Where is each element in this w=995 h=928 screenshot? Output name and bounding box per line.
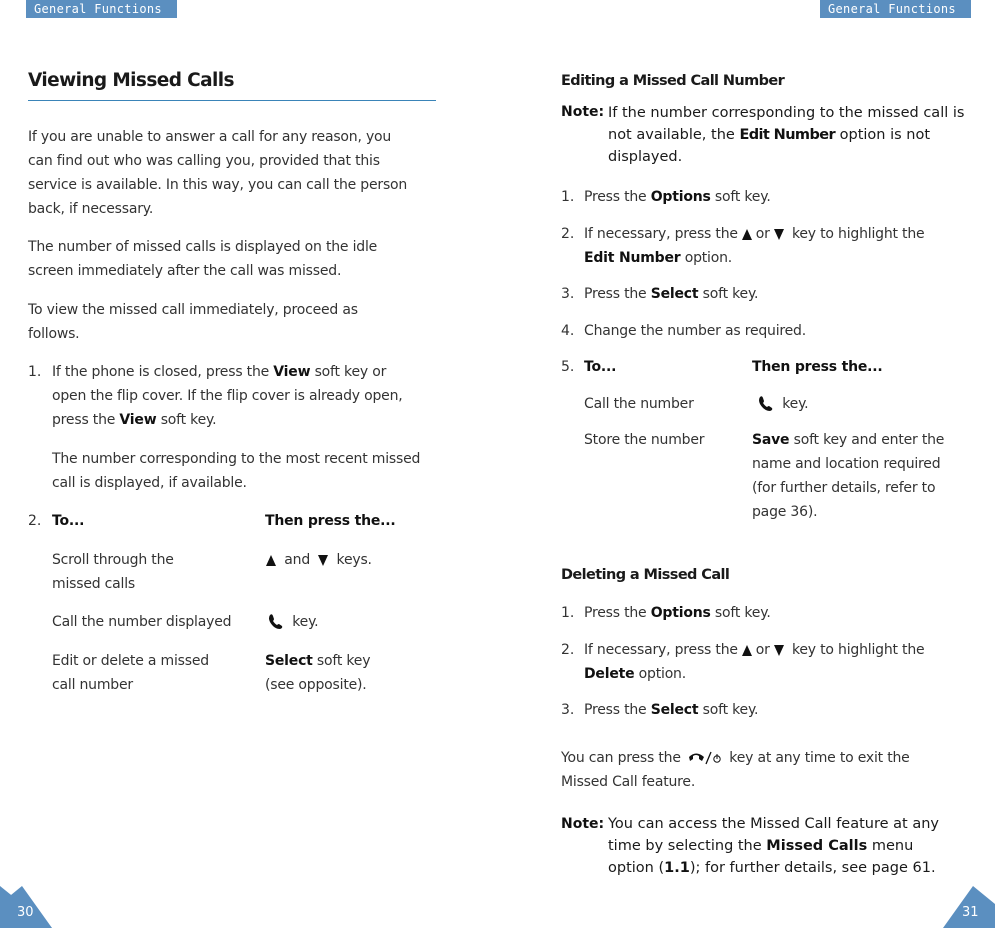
key-text: key. — [292, 614, 319, 630]
edit-step-2 — [584, 222, 984, 270]
key-text: key. — [782, 396, 809, 412]
delete-step-3 — [584, 698, 758, 722]
title-rule — [28, 100, 436, 101]
and-text: and — [284, 552, 311, 568]
exit-paragraph — [561, 746, 981, 794]
table-row-call-number: Call the number — [584, 396, 694, 412]
step-number: 4. — [561, 323, 575, 339]
table-row-edit — [52, 649, 252, 697]
step-number: 2. — [561, 226, 575, 242]
step-number: 5. — [561, 359, 575, 375]
select-key-label: Select — [650, 286, 699, 302]
intro-paragraph — [28, 125, 448, 221]
text-line: service is available. In this way, you can call the person — [28, 177, 408, 193]
text-line: displayed. — [608, 149, 683, 165]
note-label: Note: — [561, 104, 605, 120]
page-number-left: 30 — [17, 905, 34, 920]
down-arrow-icon — [774, 645, 784, 656]
step-text: soft key. — [698, 702, 759, 718]
page-title: Viewing Missed Calls — [28, 70, 234, 91]
view-key-label: View — [119, 412, 157, 428]
note-label: Note: — [561, 816, 605, 832]
text-line: back, if necessary. — [28, 201, 154, 217]
text-line: follows. — [28, 326, 80, 342]
select-key-label: Select — [265, 653, 313, 669]
step-number: 1. — [561, 605, 575, 621]
edit-step-3 — [584, 282, 758, 306]
table-header-to: To... — [584, 359, 617, 375]
step-text: option. — [680, 250, 733, 266]
end-power-key-icon — [687, 748, 723, 768]
key-text: soft key — [312, 653, 371, 669]
step-text: If necessary, press the — [584, 642, 738, 658]
table-row-call-number-key — [752, 392, 808, 416]
up-arrow-icon — [742, 229, 752, 240]
text-line: If the number corresponding to the missed call is — [608, 105, 965, 121]
view-key-label: View — [273, 364, 311, 380]
note-edit-unavailable — [608, 102, 978, 168]
step-text: key to highlight the — [791, 642, 925, 658]
step-text: soft key. — [698, 286, 759, 302]
text-line: option ( — [608, 860, 665, 876]
step-number: 2. — [561, 642, 575, 658]
delete-section-title: Deleting a Missed Call — [561, 567, 730, 583]
keys-text: keys. — [336, 552, 372, 568]
step-number: 1. — [28, 364, 42, 380]
step-number: 3. — [561, 702, 575, 718]
table-header-press: Then press the... — [752, 359, 883, 375]
table-row-store-number: Store the number — [584, 432, 705, 448]
edit-number-label: Edit Number — [739, 127, 836, 143]
table-header-to: To... — [52, 513, 85, 529]
text-line: ); for further details, see page 61. — [689, 860, 936, 876]
step-text: option. — [634, 666, 686, 682]
edit-step-1 — [584, 185, 771, 209]
step-text: If necessary, press the — [584, 226, 738, 242]
section-tab-label: General Functions — [828, 2, 956, 16]
text-line: Scroll through the — [52, 552, 174, 568]
step-1-result — [52, 447, 452, 495]
step-text: key to highlight the — [791, 226, 925, 242]
section-tab-left — [26, 0, 177, 18]
up-arrow-icon — [266, 555, 276, 566]
key-text: soft key and enter the — [789, 432, 945, 448]
text-line: menu — [867, 838, 914, 854]
text-line: The number corresponding to the most recent missed — [52, 451, 421, 467]
save-key-label: Save — [752, 432, 790, 448]
text-line: To view the missed call immediately, proceed as — [28, 302, 358, 318]
edit-step-4: Change the number as required. — [584, 323, 806, 339]
table-row-store-number-key — [752, 428, 972, 524]
step-text: or — [755, 642, 770, 658]
text-line: call is displayed, if available. — [52, 475, 247, 491]
missed-calls-menu-label: Missed Calls — [766, 838, 868, 854]
step-text: Press the — [584, 189, 651, 205]
text-line: Edit or delete a missed — [52, 653, 209, 669]
step-1 — [52, 360, 452, 432]
missed-count-paragraph — [28, 235, 448, 283]
table-row-scroll — [52, 548, 252, 596]
options-key-label: Options — [650, 605, 711, 621]
text-line: Call the number displayed — [52, 614, 232, 630]
text-line: You can access the Missed Call feature at any — [608, 816, 939, 832]
delete-label: Delete — [584, 666, 635, 682]
step-text: soft key. — [156, 412, 217, 428]
text-line: If you are unable to answer a call for any reason, you — [28, 129, 392, 145]
text-line: key at any time to exit the — [729, 750, 910, 766]
text-line: option is not — [835, 127, 931, 143]
step-number: 1. — [561, 189, 575, 205]
step-text: Press the — [584, 286, 651, 302]
delete-step-2 — [584, 638, 984, 686]
text-line: The number of missed calls is displayed on the idle — [28, 239, 378, 255]
step-text: or — [755, 226, 770, 242]
text-line: call number — [52, 677, 133, 693]
text-line: name and location required — [752, 456, 941, 472]
send-key-icon — [266, 612, 284, 632]
step-text: Press the — [584, 702, 651, 718]
step-text: Press the — [584, 605, 651, 621]
select-key-label: Select — [650, 702, 699, 718]
table-header-press: Then press the... — [265, 513, 396, 529]
text-line: not available, the — [608, 127, 740, 143]
edit-number-label: Edit Number — [584, 250, 681, 266]
text-line: page 36). — [752, 504, 818, 520]
text-line: screen immediately after the call was missed. — [28, 263, 342, 279]
down-arrow-icon — [318, 555, 328, 566]
proceed-paragraph — [28, 298, 448, 346]
section-tab-right — [820, 0, 971, 18]
step-number: 3. — [561, 286, 575, 302]
table-row-edit-key — [265, 649, 370, 697]
key-text: (see opposite). — [265, 677, 367, 693]
text-line: missed calls — [52, 576, 136, 592]
text-line: (for further details, refer to — [752, 480, 936, 496]
delete-step-1 — [584, 601, 771, 625]
up-arrow-icon — [742, 645, 752, 656]
step-text: open the flip cover. If the flip cover is already open, — [52, 388, 403, 404]
page-number-right: 31 — [962, 905, 979, 920]
step-text: soft key. — [710, 605, 771, 621]
text-line: time by selecting the — [608, 838, 767, 854]
table-row-call-key — [262, 610, 318, 634]
table-row-scroll-keys — [262, 548, 372, 572]
step-number: 2. — [28, 513, 42, 529]
menu-number: 1.1 — [664, 860, 690, 876]
text-line: Missed Call feature. — [561, 774, 696, 790]
step-text: press the — [52, 412, 120, 428]
send-key-icon — [756, 394, 774, 414]
section-tab-label: General Functions — [34, 2, 162, 16]
text-line: can find out who was calling you, provided that this — [28, 153, 380, 169]
step-text: If the phone is closed, press the — [52, 364, 274, 380]
options-key-label: Options — [650, 189, 711, 205]
step-text: soft key. — [710, 189, 771, 205]
table-row-call — [52, 610, 262, 634]
down-arrow-icon — [774, 229, 784, 240]
note-missed-calls-menu — [608, 813, 978, 879]
edit-section-title: Editing a Missed Call Number — [561, 73, 785, 89]
step-text: soft key or — [310, 364, 387, 380]
text-line: You can press the — [561, 750, 681, 766]
